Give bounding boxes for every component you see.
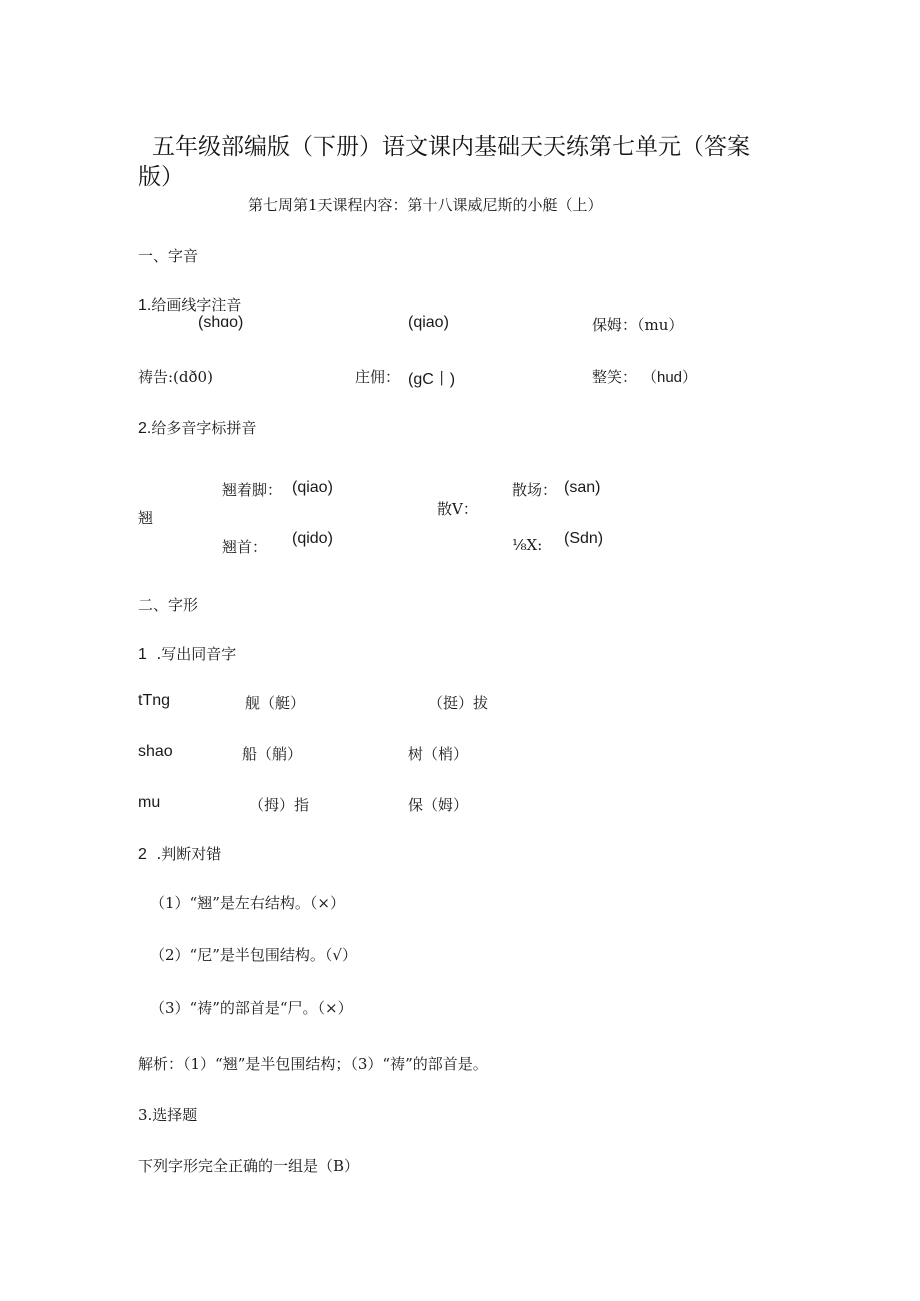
- word-label: 庄佣：: [355, 368, 401, 386]
- pinyin-answer: 祷告:(dð0): [138, 368, 213, 386]
- pinyin-answer: (shɑo): [198, 314, 244, 331]
- word-label: 整笑：: [592, 368, 638, 386]
- question-2-heading: [138, 843, 221, 864]
- homophone-pinyin: mu: [138, 794, 161, 811]
- question-number: 2.: [138, 420, 152, 437]
- polyphone-word: ⅛X:: [512, 536, 543, 554]
- question-1-heading: [138, 294, 241, 315]
- question-number: 1: [138, 646, 147, 663]
- question-label: 给画线字注音: [151, 296, 242, 314]
- homophone-word: 船（艄）: [242, 745, 303, 763]
- pinyin-answer: 保姆：（mu）: [592, 316, 684, 334]
- analysis-note: 解析：（1）“翘”是半包围结构；（3）“祷”的部首是。: [138, 1055, 488, 1073]
- question-label: 给多音字标拼音: [151, 419, 257, 437]
- section-heading-pronunciation: 一、字音: [138, 247, 199, 265]
- polyphone-word: 翘着脚：: [222, 481, 283, 499]
- question-label: .判断对错: [156, 845, 222, 863]
- lesson-subtitle: 第七周第1天课程内容：第十八课威尼斯的小艇（上）: [248, 196, 603, 214]
- document-title-line2: 版）: [138, 164, 184, 190]
- question-3-heading: 3.选择题: [138, 1106, 198, 1124]
- homophone-word: （拇）指: [249, 796, 310, 814]
- pinyin-answer: (gC丨): [408, 371, 456, 388]
- polyphone-character: 散V：: [437, 500, 478, 518]
- homophone-word: （挺）拔: [428, 694, 489, 712]
- question-2-heading: [138, 417, 256, 438]
- polyphone-character: 翘: [138, 509, 154, 527]
- question-3-prompt: 下列字形完全正确的一组是（B）: [138, 1157, 360, 1175]
- polyphone-word: 散场：: [512, 481, 558, 499]
- polyphone-pinyin: (san): [564, 479, 601, 496]
- question-number: 1.: [138, 297, 152, 314]
- judgement-item: （2）“尼”是半包围结构。（√）: [150, 946, 357, 964]
- homophone-word: 树（梢）: [408, 745, 469, 763]
- polyphone-pinyin: (qido): [292, 530, 333, 547]
- homophone-pinyin: shao: [138, 743, 173, 760]
- pinyin-answer: （hud）: [642, 369, 698, 386]
- pinyin-answer: (qiao): [408, 314, 449, 331]
- polyphone-pinyin: (Sdn): [564, 530, 604, 547]
- homophone-word: 舰（艇）: [245, 694, 306, 712]
- document-title-line1: 五年级部编版（下册）语文课内基础天天练第七单元（答案: [152, 134, 750, 160]
- polyphone-word: 翘首：: [222, 538, 268, 556]
- polyphone-pinyin: (qiao): [292, 479, 333, 496]
- homophone-word: 保（姆）: [408, 796, 469, 814]
- judgement-item: （1）“翘”是左右结构。（×）: [150, 894, 345, 912]
- question-label: .写出同音字: [156, 645, 237, 663]
- question-number: 2: [138, 846, 147, 863]
- homophone-pinyin: tTng: [138, 692, 171, 709]
- question-1-heading: [138, 643, 236, 664]
- judgement-item: （3）“祷”的部首是“尸。（×）: [150, 999, 353, 1017]
- section-heading-character-form: 二、字形: [138, 596, 199, 614]
